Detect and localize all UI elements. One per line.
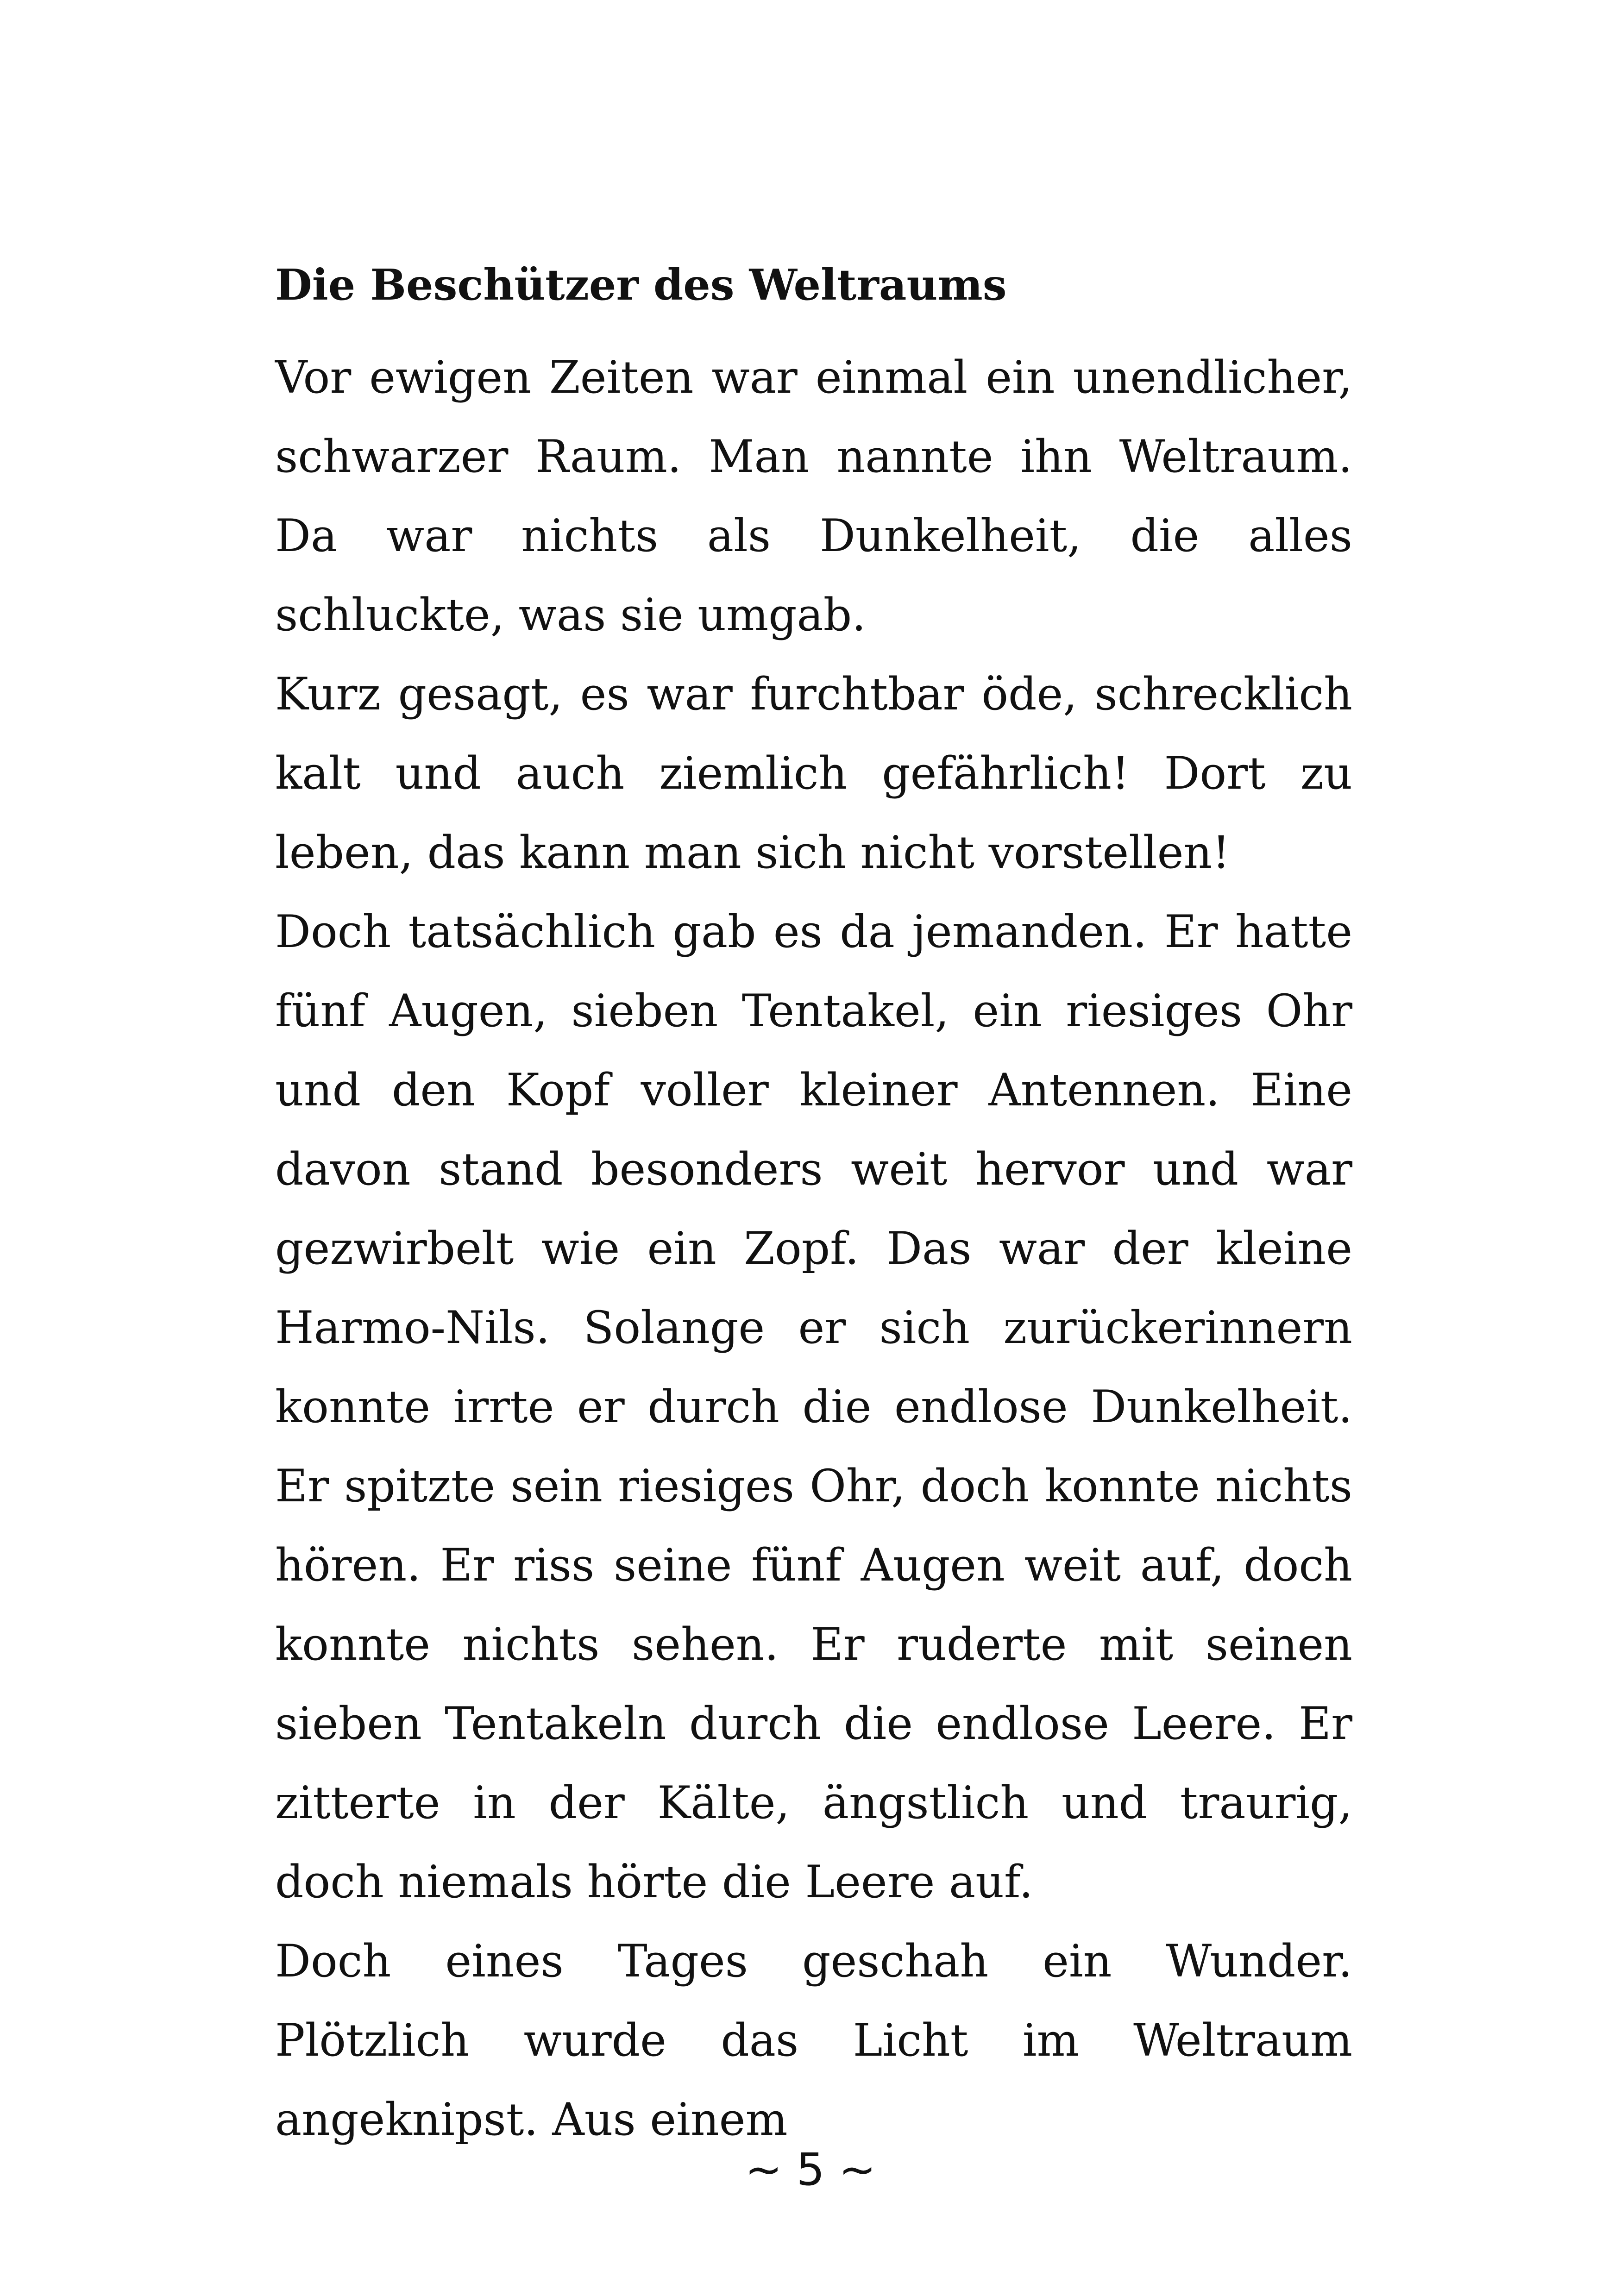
paragraph: Doch tatsächlich gab es da jemanden. Er hatte fünf Augen, sieben Tentakel, ein riesiges Ohr und den Kopf voller kleiner Antennen. Eine davon stand besonders weit hervor und war gezwirbelt wie ein Zopf. Das war der kleine Harmo-Nils. Solange er sich zurückerinnern konnte irrte er durch die endlose Dunkelheit. Er spitzte sein riesiges Ohr, doch konnte nichts hören. Er riss seine fünf Augen weit auf, doch konnte nichts sehen. Er ruderte mit seinen sieben Tentakeln durch die endlose Leere. Er zitterte in der Kälte, ängstlich und traurig, doch niemals hörte die Leere auf. [275, 906, 1352, 1908]
paragraph: Kurz gesagt, es war furchtbar öde, schrecklich kalt und auch ziemlich gefährlich! Dort zu leben, das kann man sich nicht vorstellen! [275, 668, 1352, 878]
paragraph: Vor ewigen Zeiten war einmal ein unendlicher, schwarzer Raum. Man nannte ihn Weltraum. Da war nichts als Dunkelheit, die alles schluckte, was sie umgab. [275, 351, 1352, 641]
paragraph: Doch eines Tages geschah ein Wunder. Plötzlich wurde das Licht im Weltraum angeknipst. Aus einem [275, 1935, 1352, 2145]
page-text [275, 259, 1352, 2159]
page-number: ~ 5 ~ [745, 2144, 876, 2196]
chapter-title: Die Beschützer des Weltraums [275, 260, 1007, 310]
